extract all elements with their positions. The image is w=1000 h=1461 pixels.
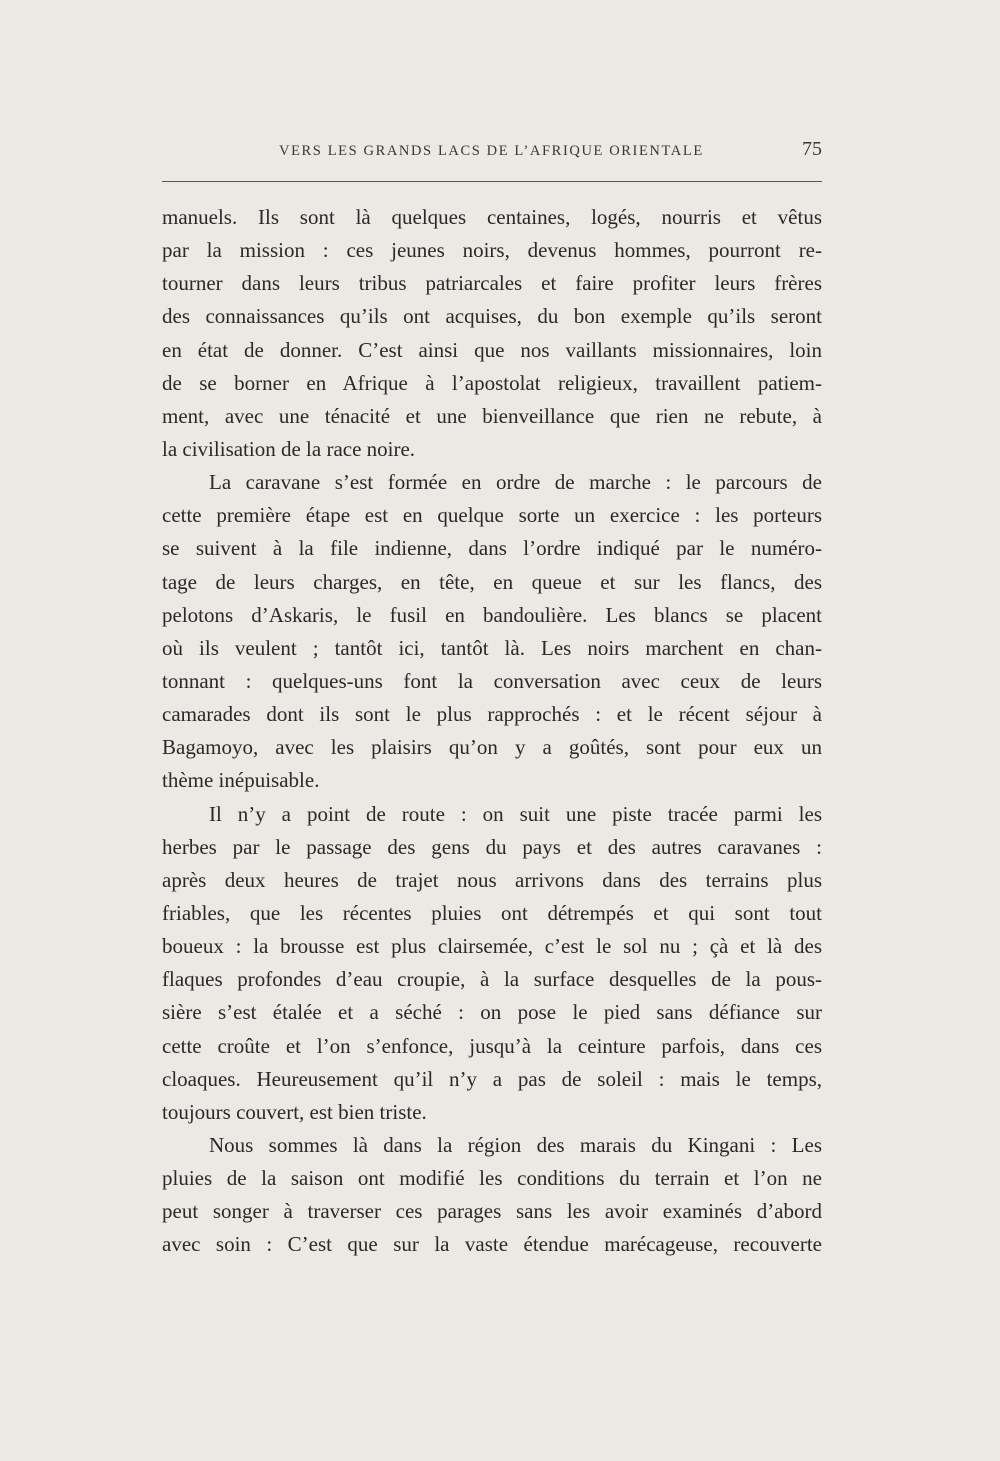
text-line: herbes par le passage des gens du pays et des autres caravanes :: [162, 834, 822, 859]
text-line: friables, que les récentes pluies ont détrempés et qui sont tout: [162, 900, 822, 925]
text-line: ment, avec une ténacité et une bienveillance que rien ne rebute, à: [162, 403, 822, 428]
text-line: toujours couvert, est bien triste.: [162, 1099, 427, 1124]
header-rule: [162, 181, 822, 182]
text-line: se suivent à la file indienne, dans l’ordre indiqué par le numéro-: [162, 536, 822, 561]
text-line: de se borner en Afrique à l’apostolat religieux, travaillent patiem-: [162, 370, 822, 395]
text-line: sière s’est étalée et a séché : on pose le pied sans défiance sur: [162, 1000, 822, 1025]
page-number: 75: [802, 138, 822, 160]
text-line: pelotons d’Askaris, le fusil en bandoulière. Les blancs se placent: [162, 602, 822, 627]
text-line: flaques profondes d’eau croupie, à la surface desquelles de la pous-: [162, 967, 822, 992]
text-line: cette croûte et l’on s’enfonce, jusqu’à la ceinture parfois, dans ces: [162, 1033, 822, 1058]
text-line: par la mission : ces jeunes noirs, devenus hommes, pourront re-: [162, 238, 822, 263]
body-text: [162, 201, 822, 1262]
text-line: Il n’y a point de route : on suit une piste tracée parmi les: [209, 801, 822, 826]
text-line: tourner dans leurs tribus patriarcales et faire profiter leurs frères: [162, 271, 822, 296]
text-line: où ils veulent ; tantôt ici, tantôt là. Les noirs marchent en chan-: [162, 635, 822, 660]
text-line: boueux : la brousse est plus clairsemée, c’est le sol nu ; çà et là des: [162, 934, 822, 959]
text-line: tonnant : quelques-uns font la conversation avec ceux de leurs: [162, 668, 822, 693]
text-line: camarades dont ils sont le plus rapprochés : et le récent séjour à: [162, 702, 822, 727]
text-line: peut songer à traverser ces parages sans les avoir examinés d’abord: [162, 1199, 822, 1224]
running-title: VERS LES GRANDS LACS DE L’AFRIQUE ORIENTALE: [279, 143, 704, 159]
text-line: Bagamoyo, avec les plaisirs qu’on y a goûtés, sont pour eux un: [162, 735, 822, 760]
text-line: après deux heures de trajet nous arrivons dans des terrains plus: [162, 867, 822, 892]
running-head: [162, 138, 822, 168]
text-line: cloaques. Heureusement qu’il n’y a pas de soleil : mais le temps,: [162, 1066, 822, 1091]
text-line: des connaissances qu’ils ont acquises, du bon exemple qu’ils seront: [162, 304, 822, 329]
text-line: en état de donner. C’est ainsi que nos vaillants missionnaires, loin: [162, 337, 822, 362]
text-line: la civilisation de la race noire.: [162, 436, 416, 461]
text-line: manuels. Ils sont là quelques centaines, logés, nourris et vêtus: [162, 205, 822, 229]
text-line: Nous sommes là dans la région des marais du Kingani : Les: [209, 1132, 822, 1157]
text-line: cette première étape est en quelque sorte un exercice : les porteurs: [162, 503, 822, 528]
text-line: tage de leurs charges, en tête, en queue et sur les flancs, des: [162, 569, 822, 594]
text-line: pluies de la saison ont modifié les conditions du terrain et l’on ne: [162, 1166, 822, 1191]
text-line: La caravane s’est formée en ordre de marche : le parcours de: [209, 470, 822, 495]
text-line: avec soin : C’est que sur la vaste étendue marécageuse, recouverte: [162, 1232, 822, 1257]
text-line: thème inépuisable.: [162, 768, 320, 793]
